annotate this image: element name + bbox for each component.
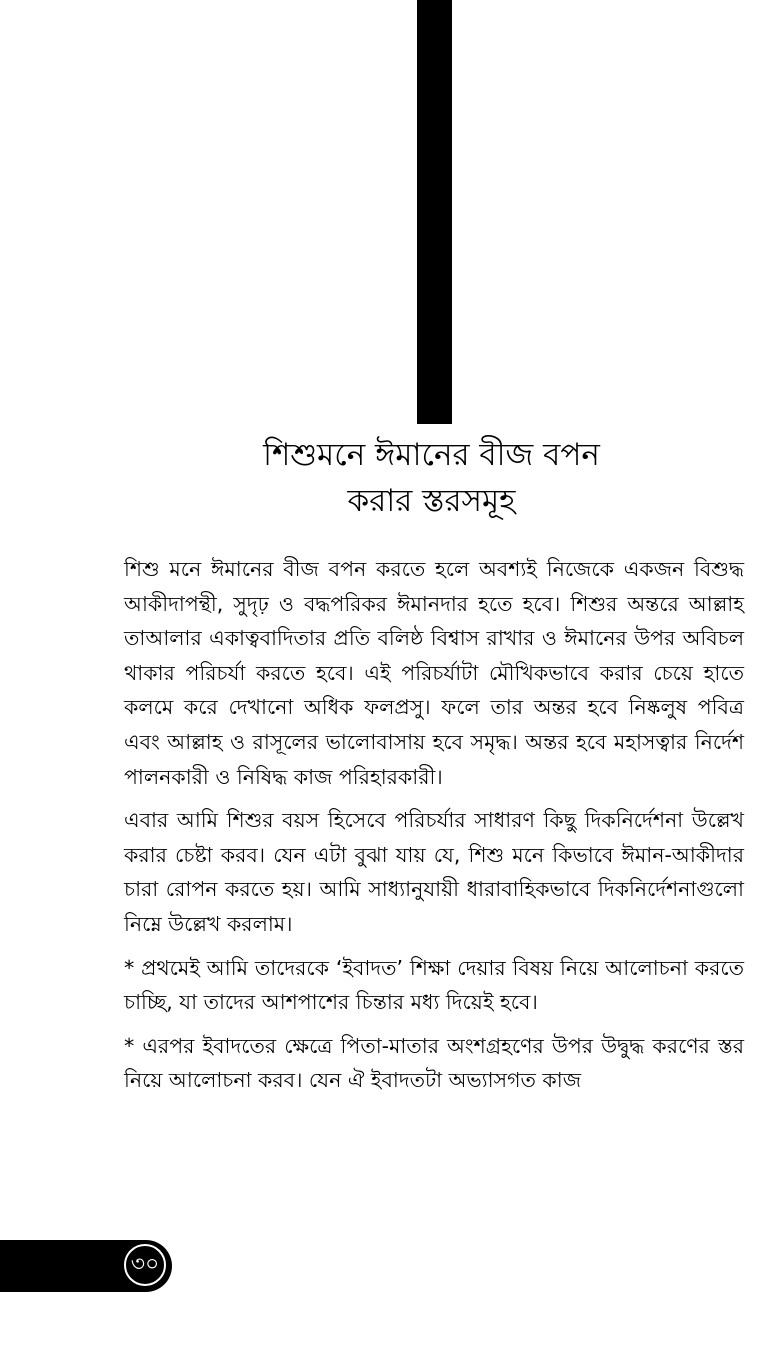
page-number: ৩০ bbox=[124, 1244, 166, 1286]
body-text bbox=[124, 552, 744, 1107]
chapter-title-line-2: করার স্তরসমূহ bbox=[347, 483, 516, 519]
paragraph-3: * প্রথমেই আমি তাদেরকে ‘ইবাদত’ শিক্ষা দেয়ার বিষয় নিয়ে আলোচনা করতে চাচ্ছি, যা তাদের আশপাশের চিন্তার মধ্য দিয়েই হবে। bbox=[124, 955, 744, 1015]
paragraph-2: এবার আমি শিশুর বয়স হিসেবে পরিচর্যার সাধারণ কিছু দিকনির্দেশনা উল্লেখ করার চেষ্টা করব। যেন এটা বুঝা যায় যে, শিশু মনে কিভাবে ঈমান-আকীদার চারা রোপন করতে হয়। আমি সাধ্যানুযায়ী ধারাবাহিকভাবে দিকনির্দেশনাগুলো নিম্নে উল্লেখ করলাম। bbox=[124, 808, 744, 936]
paragraph-4: * এরপর ইবাদতের ক্ষেত্রে পিতা-মাতার অংশগ্রহণের উপর উদ্বুদ্ধ করণের স্তর নিয়ে আলোচনা করব। যেন ঐ ইবাদতটা অভ্যাসগত কাজ bbox=[124, 1033, 744, 1093]
chapter-title bbox=[120, 432, 743, 524]
decorative-top-bar bbox=[417, 0, 452, 424]
chapter-title-line-1: শিশুমনে ঈমানের বীজ বপন bbox=[263, 437, 600, 473]
paragraph-1: শিশু মনে ঈমানের বীজ বপন করতে হলে অবশ্যই নিজেকে একজন বিশুদ্ধ আকীদাপন্থী, সুদৃঢ় ও বদ্ধপরিকর ঈমানদার হতে হবে। শিশুর অন্তরে আল্লাহ তাআলার একাত্ববাদিতার প্রতি বলিষ্ঠ বিশ্বাস রাখার ও ঈমানের উপর অবিচল থাকার পরিচর্যা করতে হবে। এই পরিচর্যাটা মৌখিকভাবে করার চেয়ে হাতে কলমে করে দেখানো অধিক ফলপ্রসু। ফলে তার অন্তর হবে নিষ্কলুষ পবিত্র এবং আল্লাহ ও রাসূলের ভালোবাসায় হবে সমৃদ্ধ। অন্তর হবে মহাসত্বার নির্দেশ পালনকারী ও নিষিদ্ধ কাজ পরিহারকারী। bbox=[124, 557, 744, 789]
